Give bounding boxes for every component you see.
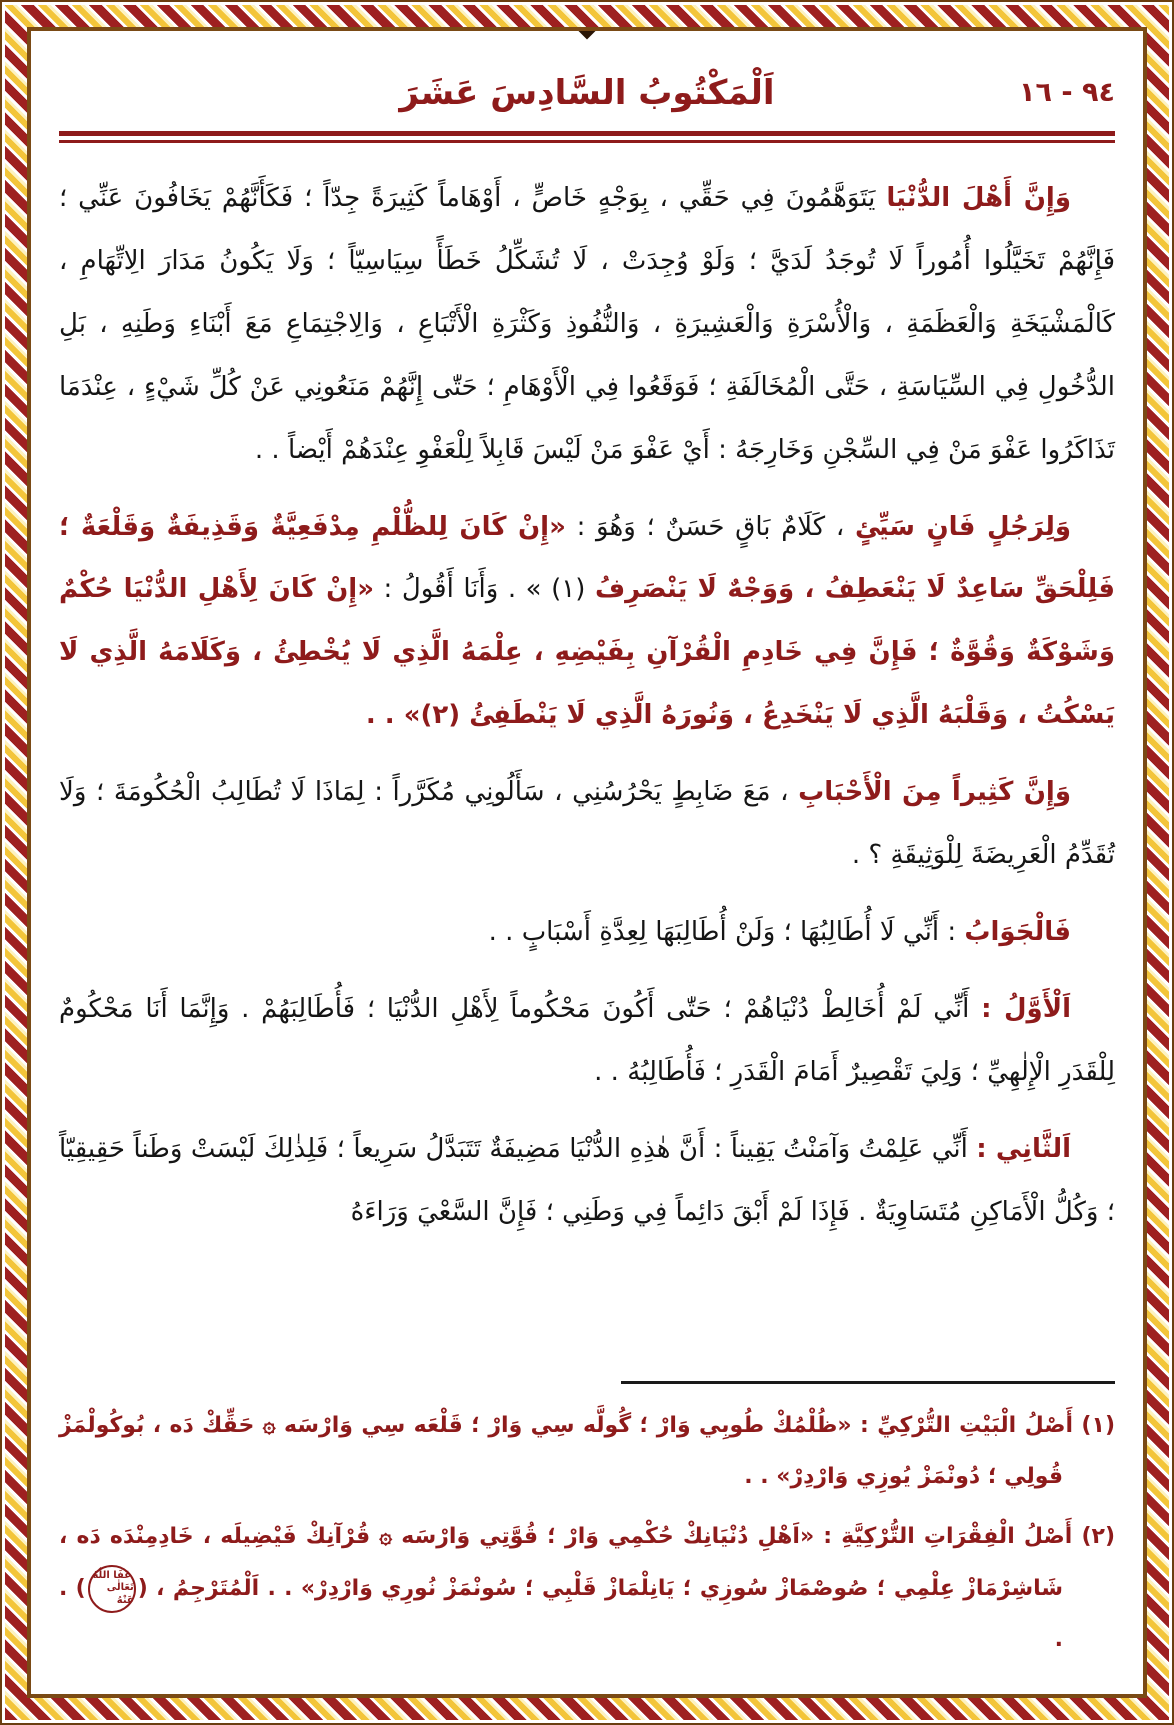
- quote-text: «إِنْ كَانَ لِلظُّلْمِ مِدْفَعِيَّةٌ وَقَذِيفَةٌ وَقَلْعَةٌ ؛ فَلِلْحَقِّ سَاعِدٌ لَا يَنْعَطِفُ ، وَوَجْهٌ لَا يَنْصَرِفُ: [59, 511, 1115, 605]
- emphasis-text: فَالْجَوَابُ: [964, 916, 1071, 947]
- body-run: أَنِّي لَمْ أُخَالِطْ دُنْيَاهُمْ ؛ حَتّٰى أَكُونَ مَحْكُوماً لِأَهْلِ الدُّنْيَا ؛ فَأُطَالِبَهُمْ . وَإِنَّمَا أَنَا مَحْكُومٌ لِلْقَدَرِ الْإِلٰهِيِّ ؛ وَلِيَ تَقْصِيرٌ أَمَامَ الْقَدَرِ ؛ فَأُطَالِبُهُ . .: [59, 993, 1115, 1087]
- footnote-separator: [621, 1381, 1115, 1384]
- footnotes: [59, 1381, 1115, 1674]
- body-text: [59, 153, 1115, 1375]
- footnote-text: (٢) أَصْلُ الْفِقْرَاتِ التُّرْكِيَّةِ : «اَهْلِ دُنْيَانِكْ حُكْمِي وَارْ ؛ قُوَّتِي وَارْسَه ۞ قُرْآنِكْ فَيْضِيلَه ، خَادِمِنْدَه دَه ، شَاشِرْمَازْ عِلْمِي ؛ صُوصْمَازْ سُوزِي ؛ يَانِلْمَازْ قَلْبِي ؛ سُونْمَزْ نُورِي وَارْدِرْ» . . اَلْمُتَرْجِمُ ، (: [59, 1523, 1115, 1601]
- paragraph-4: [59, 901, 1115, 964]
- paragraph-3: [59, 761, 1115, 887]
- paragraph-5: [59, 978, 1115, 1104]
- paragraph-6: [59, 1118, 1115, 1244]
- emphasis-text: اَلثَّانِي :: [976, 1133, 1071, 1164]
- page-number: ٩٤ - ١٦: [1019, 77, 1115, 108]
- page-title: اَلْمَكْتُوبُ السَّادِسَ عَشَرَ: [399, 73, 775, 113]
- translator-seal-icon: [88, 1565, 136, 1613]
- emphasis-text: اَلْأَوَّلُ :: [981, 993, 1071, 1024]
- emphasis-text: وَلِرَجُلٍ فَانٍ سَيِّئٍ: [854, 511, 1071, 542]
- footnote-2: [59, 1511, 1115, 1666]
- body-run: : أَنِّي لَا أُطَالِبُهَا ؛ وَلَنْ أُطَالِبَهَا لِعِدَّةِ أَسْبَابٍ . .: [488, 916, 965, 947]
- footnote-1: [59, 1400, 1115, 1503]
- footnote-text: (١) أَصْلُ الْبَيْتِ التُّرْكِيِّ : «ظُلْمُكْ طُوبِي وَارْ ؛ گُولَّه سِي وَارْ ؛ قَلْعَه سِي وَارْسَه ۞ حَقِّكْ دَه ، بُوكُولْمَزْ قُولِي ؛ دُونْمَزْ يُوزِي وَارْدِرْ» . .: [59, 1412, 1115, 1490]
- ornamental-frame: [5, 5, 1169, 1720]
- diamond-ornament-icon: [579, 27, 596, 39]
- paragraph-2: [59, 496, 1115, 748]
- seal-line-2: تَعَالٰى عَنْهُ: [106, 1582, 134, 1606]
- emphasis-text: وَإِنَّ أَهْلَ الدُّنْيَا: [886, 183, 1071, 213]
- seal-line-1: عَفَا اللّٰهُ: [92, 1569, 132, 1581]
- emphasis-text: وَإِنَّ كَثِيراً مِنَ الْأَحْبَابِ: [798, 777, 1071, 808]
- body-run: ، مَعَ ضَابِطٍ يَحْرُسُنِي ، سَأَلُونِي مُكَرَّراً : لِمَاذَا لَا تُطَالِبُ الْحُكُومَةَ ؛ وَلَا تُقَدِّمُ الْعَرِيضَةَ لِلْوَثِيقَةِ ؟ .: [59, 777, 1115, 871]
- body-run: (١) » . وَأَنَا أَقُولُ :: [374, 574, 595, 605]
- body-run: ، كَلَامٌ بَاقٍ حَسَنٌ ؛ وَهُوَ :: [565, 511, 855, 542]
- header-double-rule: [59, 131, 1115, 143]
- quote-text: «إِنْ كَانَ لِأَهْلِ الدُّنْيَا حُكْمٌ وَشَوْكَةٌ وَقُوَّةٌ ؛ فَإِنَّ فِي خَادِمِ الْقُرْآنِ بِفَيْضِهِ ، عِلْمَهُ الَّذِي لَا يُخْطِئُ ، وَكَلَامَهُ الَّذِي لَا يَسْكُتُ ، وَقَلْبَهُ الَّذِي لَا يَنْخَدِعُ ، وَنُورَهُ الَّذِي لَا يَنْطَفِئُ (٢)» . .: [59, 574, 1115, 731]
- body-run: أَنِّي عَلِمْتُ وَآمَنْتُ يَقِيناً : أَنَّ هٰذِهِ الدُّنْيَا مَضِيفَةٌ تَتَبَدَّلُ سَرِيعاً ؛ فَلِذٰلِكَ لَيْسَتْ وَطَناً حَقِيقِيّاً ؛ وَكُلُّ الْأَمَاكِنِ مُتَسَاوِيَةٌ . فَإِذَا لَمْ أَبْقَ دَائِماً فِي وَطَنِي ؛ فَإِنَّ السَّعْيَ وَرَاءَهُ: [59, 1133, 1115, 1227]
- paragraph-1: [59, 167, 1115, 482]
- body-run: يَتَوَهَّمُونَ فِي حَقِّي ، بِوَجْهٍ خَاصٍّ ، أَوْهَاماً كَثِيرَةً جِدّاً ؛ فَكَأَنَّهُمْ يَخَافُونَ عَنِّي ؛ فَإِنَّهُمْ تَخَيَّلُوا أُمُوراً لَا تُوجَدُ لَدَيَّ ؛ وَلَوْ وُجِدَتْ ، لَا تُشَكِّلُ خَطَأً سِيَاسِيّاً ؛ وَلَا يَكُونُ مَدَارَ الِاتِّهَامِ ، كَالْمَشْيَخَةِ وَالْعَظَمَةِ ، وَالْأُسْرَةِ وَالْعَشِيرَةِ ، وَالنُّفُوذِ وَكَثْرَةِ الْأَتْبَاعِ ، وَالِاجْتِمَاعِ مَعَ أَبْنَاءِ وَطَنِهِ ، بَلِ الدُّخُولِ فِي السِّيَاسَةِ ، حَتَّى الْمُخَالَفَةِ ؛ فَوَقَعُوا فِي الْأَوْهَامِ ؛ حَتّٰى إِنَّهُمْ مَنَعُونِي عَنْ كُلِّ شَيْءٍ ، عِنْدَمَا تَذَاكَرُوا عَفْوَ مَنْ فِي السِّجْنِ وَخَارِجَهُ : أَيْ عَفْوَ مَنْ لَيْسَ قَابِلاً لِلْعَفْوِ عِنْدَهُمْ أَيْضاً . .: [59, 183, 1115, 465]
- footnote-text: ) . .: [59, 1575, 1063, 1653]
- page-content: [27, 27, 1147, 1698]
- page-header: [59, 65, 1115, 121]
